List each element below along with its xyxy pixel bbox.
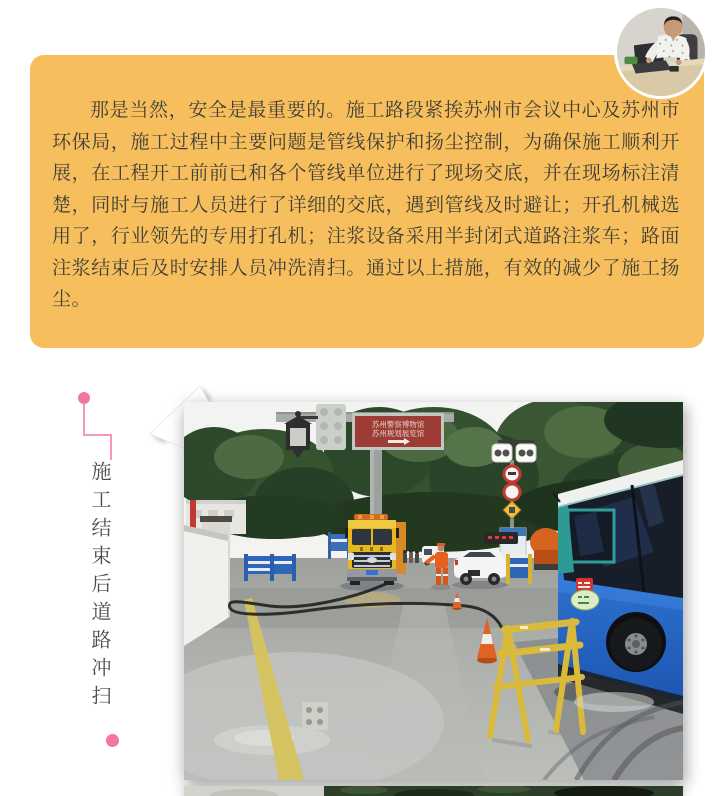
caption-connector — [110, 434, 112, 460]
bubble-paragraph: 那是当然，安全是最重要的。施工路段紧挨苏州市会议中心及苏州市环保局，施工过程中主要问题是管线保护和扬尘控制，为确保施工顺利开展，在工程开工前前已和各个管线单位进行了现场交底，并在现场标注清楚，同时与施工人员进行了详细的交底，遇到管线及时避让；开孔机械选用了，行业领先的专用打孔机；注浆设备采用半封闭式道路注浆车；路面注浆结束后及时安排人员冲洗清扫。通过以上措施，有效的减少了施工扬尘。 — [52, 100, 680, 310]
prohibition-sign — [504, 484, 520, 500]
bus-logo-red — [576, 578, 593, 591]
street-photo — [184, 402, 683, 780]
paver-patch — [302, 702, 328, 730]
caption-dot-bottom — [106, 734, 119, 747]
direction-sign-line2: 苏州规划展览馆 — [371, 429, 425, 438]
speech-bubble — [30, 55, 704, 348]
photo-caption-vertical: 施工结束后道路冲扫 — [88, 461, 110, 713]
author-avatar — [614, 5, 708, 99]
direction-sign — [352, 413, 444, 450]
bus-logo-oval — [571, 590, 599, 610]
pedestrians — [403, 549, 419, 563]
avatar-illustration — [617, 8, 705, 96]
caption-connector — [83, 434, 112, 436]
caption-connector — [83, 403, 85, 436]
second-photo-illustration — [184, 786, 683, 796]
direction-sign-line1: 苏州警察博物馆 — [371, 420, 425, 429]
street-photo-illustration — [184, 402, 683, 780]
arrow-icon — [388, 440, 404, 443]
second-photo — [184, 786, 683, 796]
